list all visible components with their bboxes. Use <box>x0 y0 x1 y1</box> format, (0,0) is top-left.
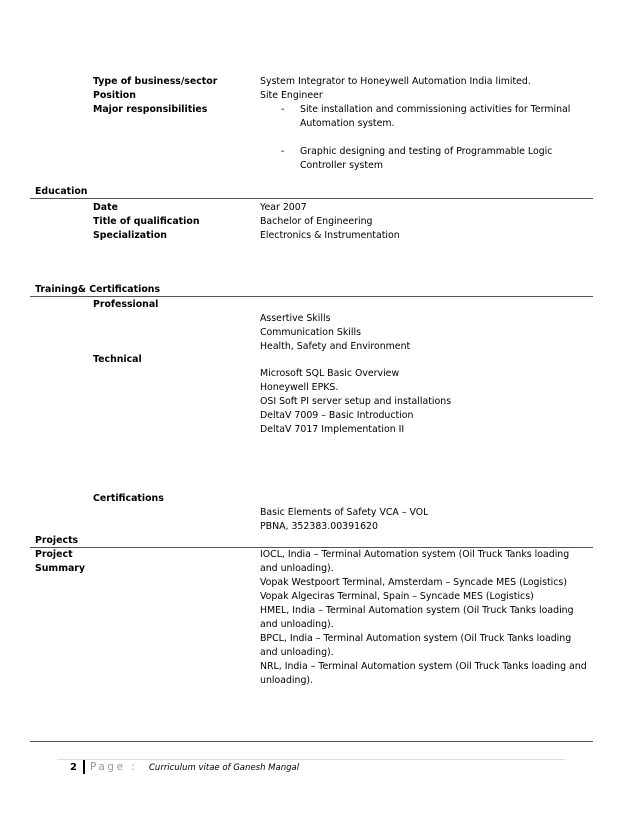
education-date-value: Year 2007 <box>260 202 307 213</box>
responsibility-2-line-1: Graphic designing and testing of Programmable Logic <box>300 146 553 157</box>
responsibilities-label: Major responsibilities <box>93 104 208 115</box>
project-line: NRL, India – Terminal Automation system (Oil Truck Tanks loading and <box>260 661 587 672</box>
technical-item: DeltaV 7017 Implementation II <box>260 424 405 435</box>
training-divider <box>30 296 593 297</box>
business-type-label: Type of business/sector <box>93 76 218 87</box>
education-heading: Education <box>35 186 88 197</box>
project-line: Vopak Westpoort Terminal, Amsterdam – Syncade MES (Logistics) <box>260 577 567 588</box>
project-line: IOCL, India – Terminal Automation system (Oil Truck Tanks loading <box>260 549 570 560</box>
business-type-value: System Integrator to Honeywell Automation India limited. <box>260 76 531 87</box>
bullet-dash: - <box>281 104 285 115</box>
education-divider <box>30 198 593 199</box>
footer-divider <box>57 759 565 760</box>
bullet-dash: - <box>281 146 285 157</box>
project-line: BPCL, India – Terminal Automation system (Oil Truck Tanks loading <box>260 633 572 644</box>
projects-heading: Projects <box>35 535 79 546</box>
project-summary-label: Project <box>35 549 73 560</box>
projects-divider <box>30 547 593 548</box>
technical-label: Technical <box>93 354 142 365</box>
professional-item: Health, Safety and Environment <box>260 341 411 352</box>
professional-label: Professional <box>93 299 159 310</box>
project-line: unloading). <box>260 675 314 686</box>
responsibility-2-line-2: Controller system <box>300 160 383 171</box>
qualification-value: Bachelor of Engineering <box>260 216 373 227</box>
position-value: Site Engineer <box>260 90 323 101</box>
project-line: and unloading). <box>260 647 334 658</box>
project-summary-label: Summary <box>35 563 86 574</box>
responsibility-1-line-1: Site installation and commissioning activities for Terminal <box>300 104 571 115</box>
technical-item: Microsoft SQL Basic Overview <box>260 368 400 379</box>
page-word: Page : <box>90 761 138 773</box>
responsibility-1-line-2: Automation system. <box>300 118 395 129</box>
professional-item: Communication Skills <box>260 327 361 338</box>
project-line: HMEL, India – Terminal Automation system (Oil Truck Tanks loading <box>260 605 574 616</box>
project-line: Vopak Algeciras Terminal, Spain – Syncade MES (Logistics) <box>260 591 534 602</box>
training-heading: Training& Certifications <box>35 284 161 295</box>
technical-item: OSI Soft PI server setup and installations <box>260 396 452 407</box>
footer-title: Curriculum vitae of Ganesh Mangal <box>149 763 300 773</box>
certification-item: PBNA, 352383.00391620 <box>260 521 378 532</box>
project-line: and unloading). <box>260 563 334 574</box>
bottom-divider <box>30 741 593 742</box>
qualification-label: Title of qualification <box>93 216 200 227</box>
position-label: Position <box>93 90 136 101</box>
certifications-label: Certifications <box>93 493 164 504</box>
technical-item: Honeywell EPKS. <box>260 382 339 393</box>
specialization-value: Electronics & Instrumentation <box>260 230 400 241</box>
page-separator <box>83 760 85 774</box>
technical-item: DeltaV 7009 – Basic Introduction <box>260 410 414 421</box>
professional-item: Assertive Skills <box>260 313 331 324</box>
certification-item: Basic Elements of Safety VCA – VOL <box>260 507 429 518</box>
specialization-label: Specialization <box>93 230 167 241</box>
education-date-label: Date <box>93 202 118 213</box>
project-line: and unloading). <box>260 619 334 630</box>
page-number: 2 <box>70 762 77 773</box>
